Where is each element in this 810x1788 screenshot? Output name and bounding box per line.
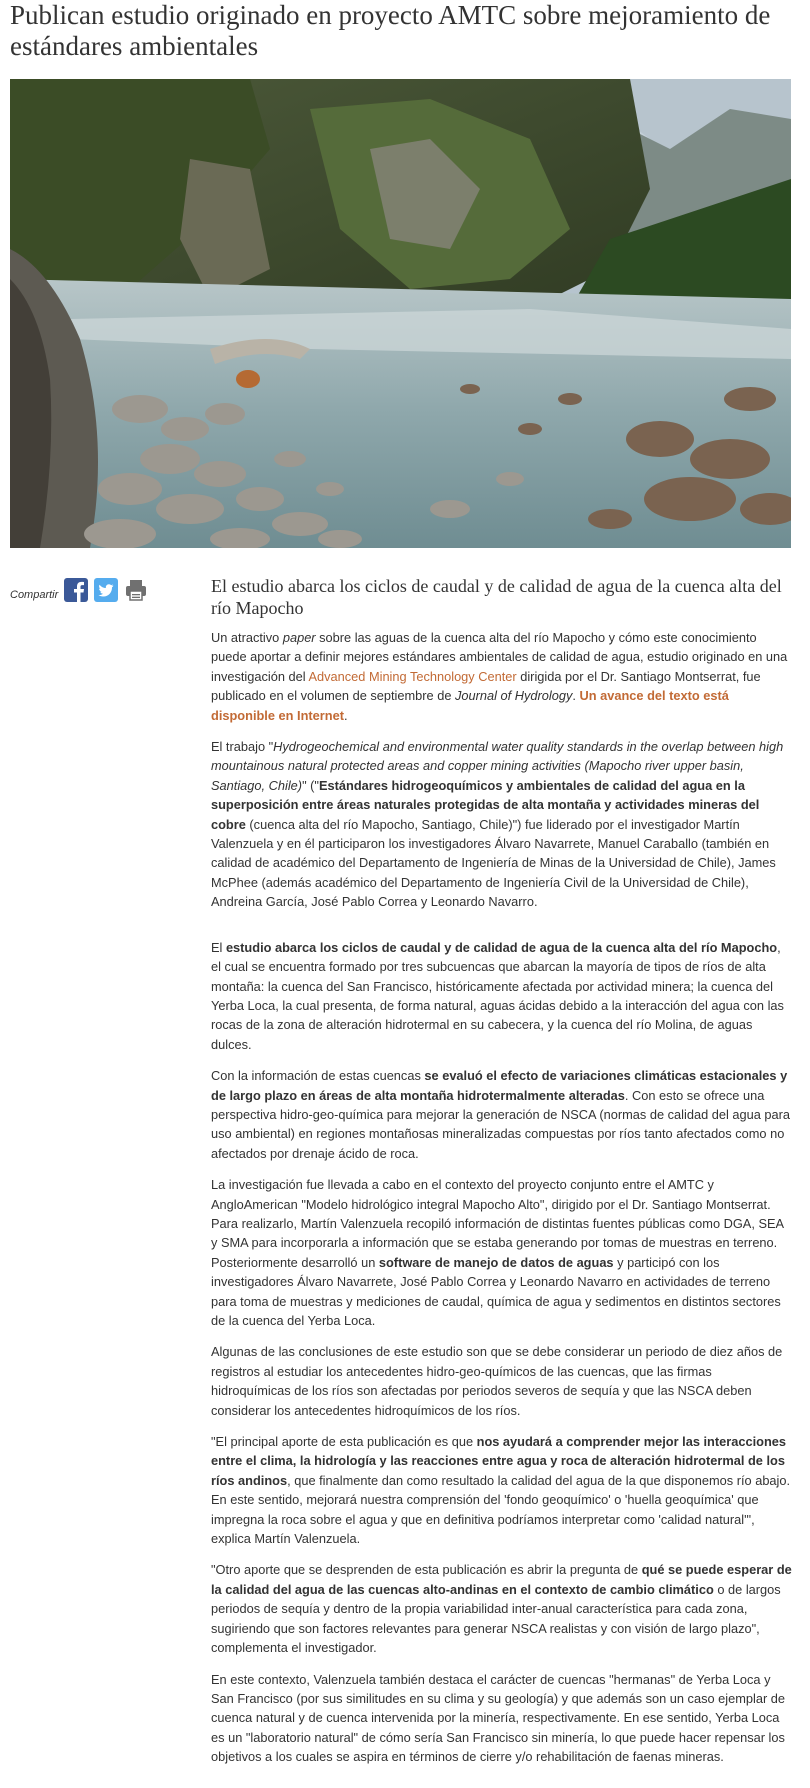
share-bar (10, 575, 154, 605)
share-label: Compartir (10, 589, 59, 601)
amtc-link[interactable]: Advanced Mining Technology Center (308, 668, 517, 684)
page-title: Publican estudio originado en proyecto AMTC sobre mejoramiento de estándares ambientales (10, 0, 771, 61)
twitter-icon[interactable] (94, 578, 118, 602)
paragraph: En este contexto, Valenzuela también destaca el carácter de cuencas "hermanas" de Yerba Loca y San Francisco (por sus similitudes en su clima y su geología) y que además son un caso ejemplar de cuenca natural y de cuenca intervenida por la minería, respectivamente. En ese sentido, Yerba Loca es un "laboratorio natural" de cómo sería San Francisco sin minería, lo que puede hacer repensar los objetivos a los cuales se aspira en términos de cierre y/o rehabilitación de faenas mineras. (211, 1671, 786, 1765)
paragraph: El estudio abarca los ciclos de caudal y de calidad de agua de la cuenca alta del río Mapocho, el cual se encuentra formado por tres subcuencas que abarcan la mayoría de tipos de ríos de alta montaña: la cuenca del San Francisco, históricamente afectada por actividad minera; la cuenca del Yerba Loca, la cual presenta, de forma natural, aguas ácidas debido a la interacción del agua con las rocas de la zona de alteración hidrotermal en su cabecera, y la cuenca del río Molina, de aguas dulces. (211, 939, 784, 1052)
hero-image (10, 79, 791, 548)
paragraph: Un atractivo paper sobre las aguas de la cuenca alta del río Mapocho y cómo este conocimiento puede aportar a definir mejores estándares ambientales de calidad de agua, estudio originado en una investigación del Advanced Mining Technology Center dirigida por el Dr. Santiago Montserrat, fue publicado en el volumen de septiembre de Journal of Hydrology. Un avance del texto está disponible en Internet. (211, 630, 788, 723)
paragraph: "El principal aporte de esta publicación es que nos ayudará a comprender mejor las interacciones entre el clima, la hidrología y las reacciones entre agua y roca de alteración hidrotermal de los ríos andinos, que finalmente dan como resultado la calidad del agua de la que disponemos río abajo. En este sentido, mejorará nuestra comprensión del 'fondo geoquímico' o 'huella geoquímica' que impregna la roca sobre el agua y que en definitiva podríamos interpretar como 'calidad natural'", explica Martín Valenzuela. (211, 1434, 791, 1547)
print-icon[interactable] (124, 578, 148, 602)
article-body (211, 628, 793, 1779)
paragraph: La investigación fue llevada a cabo en el contexto del proyecto conjunto entre el AMTC y AngloAmerican "Modelo hidrológico integral Mapocho Alto", dirigido por el Dr. Santiago Montserrat. Para realizarlo, Martín Valenzuela recopiló información de distintas fuentes públicas como DGA, SEA y SMA para incorporarla a información que se estaba generando por tomas de muestras en terreno. Posteriormente desarrolló un software de manejo de datos de aguas y participó con los investigadores Álvaro Navarrete, José Pablo Correa y Leonardo Navarro en actividades de terreno para toma de muestras y mediciones de caudal, química de agua y sedimentos en distintos sectores de la cuenca del Yerba Loca. (211, 1177, 784, 1328)
article-subtitle: El estudio abarca los ciclos de caudal y de calidad de agua de la cuenca alta del río Mapocho (211, 576, 782, 618)
paragraph: "Otro aporte que se desprenden de esta publicación es abrir la pregunta de qué se puede esperar de la calidad del agua de las cuencas alto-andinas en el contexto de cambio climático o de largos periodos de sequía y dentro de la propia variabilidad inter-anual característica para cada zona, sugiriendo que son factores relevantes para generar NSCA realistas y con visión de largo plazo", complementa el investigador. (211, 1562, 792, 1656)
preview-text-link[interactable]: Un avance del texto está disponible en Internet (211, 688, 729, 723)
paragraph: Algunas de las conclusiones de este estudio son que se debe considerar un periodo de diez años de registros al estudiar los antecedentes hidro-geo-químicos de las cuencas, que las firmas hidroquímicas de los ríos son afectadas por periodos severos de sequía y que las NSCA deben considerar los antecedentes hidroquímicos de los ríos. (211, 1344, 783, 1418)
paragraph: El trabajo "Hydrogeochemical and environmental water quality standards in the overlap between high mountainous natural protected areas and copper mining activities (Mapocho river upper basin, Santiago, Chile)" ("Estándares hidrogeoquímicos y ambientales de calidad del agua en la superposición entre áreas naturales protegidas de alta montaña y actividades mineras del cobre (cuenca alta del río Mapocho, Santiago, Chile)") fue liderado por el investigador Martín Valenzuela y en él participaron los investigadores Álvaro Navarrete, Manuel Caraballo (también en calidad de académico del Departamento de Ingeniería de Minas de la Universidad de Chile), James McPhee (además académico del Departamento de Ingeniería Civil de la Universidad de Chile), Andreina García, José Pablo Correa y Leonardo Navarro. (211, 739, 784, 910)
facebook-icon[interactable] (64, 578, 88, 602)
river-landscape-image (10, 79, 791, 548)
paragraph: Con la información de estas cuencas se evaluó el efecto de variaciones climáticas estacionales y de largo plazo en áreas de alta montaña hidrotermalmente alteradas. Con esto se ofrece una perspectiva hidro-geo-química para mejorar la generación de NSCA (normas de calidad del agua para uso ambiental) en regiones montañosas mineralizadas compuestas por ríos tanto afectados como no afectados por drenaje ácido de roca. (211, 1068, 791, 1161)
